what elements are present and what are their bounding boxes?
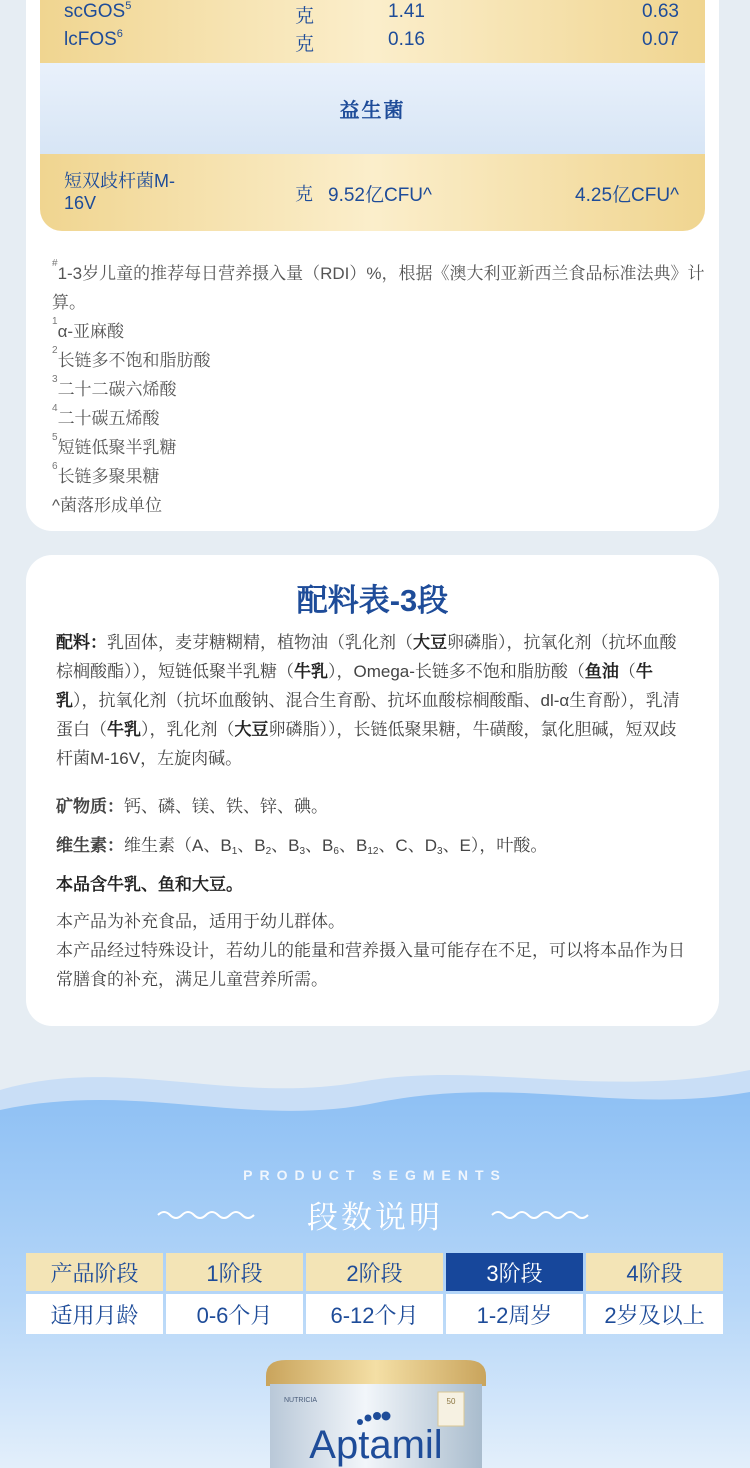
badge-text: 50 (446, 1397, 456, 1406)
stage-header-label: 产品阶段 (26, 1253, 163, 1291)
probiotic-unit: 克 (295, 184, 313, 204)
ingredients-text: 配料：乳固体，麦芽糖糊精，植物油（乳化剂（大豆卵磷脂），抗氧化剂（抗坏血酸棕榈酸酯）），短链低聚半乳糖（牛乳），Omega-长链多不饱和脂肪酸（鱼油（牛乳），抗氧化剂（抗坏血酸钠、混合生育酚、抗坏血酸棕榈酸酯、dl-α生育酚），乳清蛋白（牛乳），乳化剂（大豆卵磷脂）），长链低聚果糖，牛磺酸，氯化胆碱，短双歧杆菌M-16V，左旋肉碱。 (56, 633, 680, 768)
footnote: #1-3岁儿童的推荐每日营养摄入量（RDI）%，根据《澳大利亚新西兰食品标准法典》计算。 (52, 258, 705, 312)
age-row-label: 适用月龄 (26, 1294, 163, 1334)
segments-section (0, 1060, 750, 1468)
product-can-image (262, 1358, 490, 1468)
stage-4-age: 2岁及以上 (586, 1294, 723, 1334)
footnote: $^4$二十碳五烯酸 (52, 403, 160, 428)
brand-logo: Aptamil (309, 1423, 443, 1467)
footnote: $^1$α-亚麻酸 (52, 316, 125, 341)
stage-1-header: 1阶段 (166, 1253, 303, 1291)
probiotic-name: 短双歧杆菌M-16V (64, 171, 175, 213)
probiotic-value-per-100g: 9.52亿CFU^ (328, 185, 432, 206)
minerals-line: 矿物质：钙、磷、镁、铁、锌、碘。 (56, 797, 328, 816)
ingredients-card (26, 555, 719, 1026)
stage-2-age: 6-12个月 (306, 1294, 443, 1334)
maker-logo: NUTRICIA (284, 1397, 318, 1404)
probiotics-header-text: 益生菌 (339, 100, 406, 122)
segments-table (26, 1253, 723, 1334)
nutrient-unit: 克 (295, 34, 315, 55)
footnote: $^2$长链多不饱和脂肪酸 (52, 345, 211, 370)
stage-1-age: 0-6个月 (166, 1294, 303, 1334)
allergen-statement: 本品含牛乳、鱼和大豆。 (56, 875, 243, 894)
footnote: $^5$短链低聚半乳糖 (52, 432, 177, 457)
vitamins-line: 维生素：维生素（A、$B_1$、$B_2$、$B_3$、$B_6$、$B_{12}$、C、$D_3$、E），叶酸。 (56, 836, 548, 857)
nutrient-unit: 克 (295, 6, 315, 27)
wave-decoration-right-icon (490, 1208, 594, 1220)
footnote: $^3$二十二碳六烯酸 (52, 374, 177, 399)
stage-2-header: 2阶段 (306, 1253, 443, 1291)
nutrient-value-per-serving: 0.63 (642, 1, 679, 22)
probiotics-header (40, 63, 705, 154)
nutrient-value-per-100g: 0.16 (388, 29, 425, 50)
probiotic-row (40, 170, 705, 220)
stage-4-header: 4阶段 (586, 1253, 723, 1291)
footnote: ^菌落形成单位 (52, 496, 162, 515)
stage-3-header: 3阶段 (446, 1253, 583, 1291)
footnote: $^6$长链多聚果糖 (52, 461, 160, 486)
nutrition-row (40, 1, 705, 29)
footnotes (52, 259, 707, 520)
stage-3-age: 1-2周岁 (446, 1294, 583, 1334)
usage-statement: 本产品为补充食品，适用于幼儿群体。 本产品经过特殊设计，若幼儿的能量和营养摄入量可能存在不足，可以将本品作为日常膳食的补充，满足儿童营养所需。 (56, 912, 685, 989)
nutrient-name: lcFOS$^6$ (64, 28, 123, 50)
nutrition-card (26, 0, 719, 531)
nutrient-value-per-serving: 0.07 (642, 29, 679, 50)
ingredients-title: 配料表-3段 (296, 583, 449, 618)
nutrition-row (40, 29, 705, 57)
nutrient-value-per-100g: 1.41 (388, 1, 425, 22)
probiotic-value-per-serving: 4.25亿CFU^ (575, 185, 679, 206)
nutrient-name: scGOS$^5$ (64, 0, 132, 22)
segments-title-en: PRODUCT SEGMENTS (243, 1167, 507, 1183)
segments-title-cn: 段数说明 (307, 1200, 443, 1235)
